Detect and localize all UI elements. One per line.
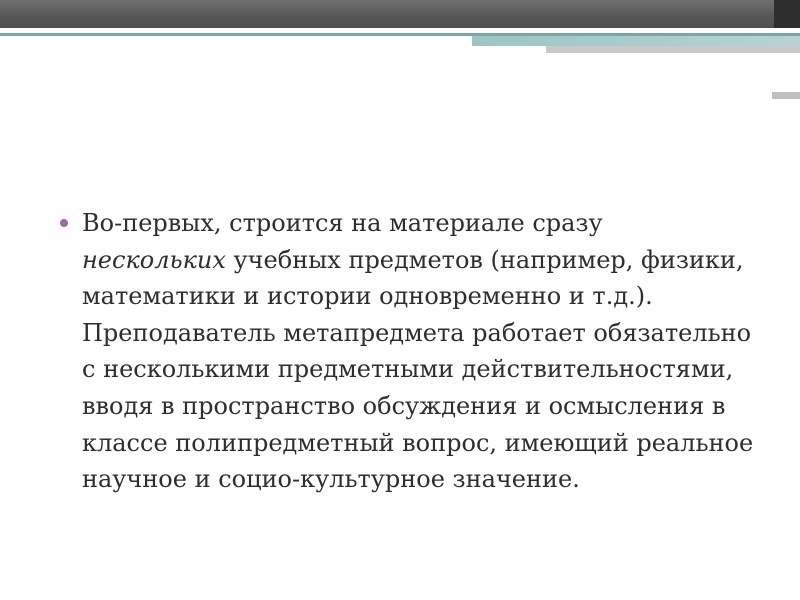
accent-gray-block bbox=[546, 46, 800, 53]
bullet-text bbox=[82, 209, 753, 493]
title-bar-dark-end bbox=[774, 0, 800, 28]
bullet-text-part1: Во-первых, строится на материале сразу bbox=[82, 209, 603, 237]
title-bar-band bbox=[0, 0, 800, 28]
bullet-text-part2: учебных предметов (например, физики, математики и истории одновременно и т.д.). Преподаватель метапредмета работает обязательно с несколькими предметными действительностями, вводя в пространство обсуждения и осмысления в классе полипредметный вопрос, имеющий реальное научное и социо-культурное значение. bbox=[82, 245, 754, 494]
accent-gray-block-edge bbox=[772, 92, 800, 99]
bullet-dot-icon bbox=[60, 219, 68, 227]
accent-block bbox=[472, 36, 800, 46]
slide-content bbox=[60, 205, 760, 498]
bullet-text-emphasis: нескольких bbox=[82, 245, 226, 274]
bullet-item bbox=[60, 205, 760, 498]
